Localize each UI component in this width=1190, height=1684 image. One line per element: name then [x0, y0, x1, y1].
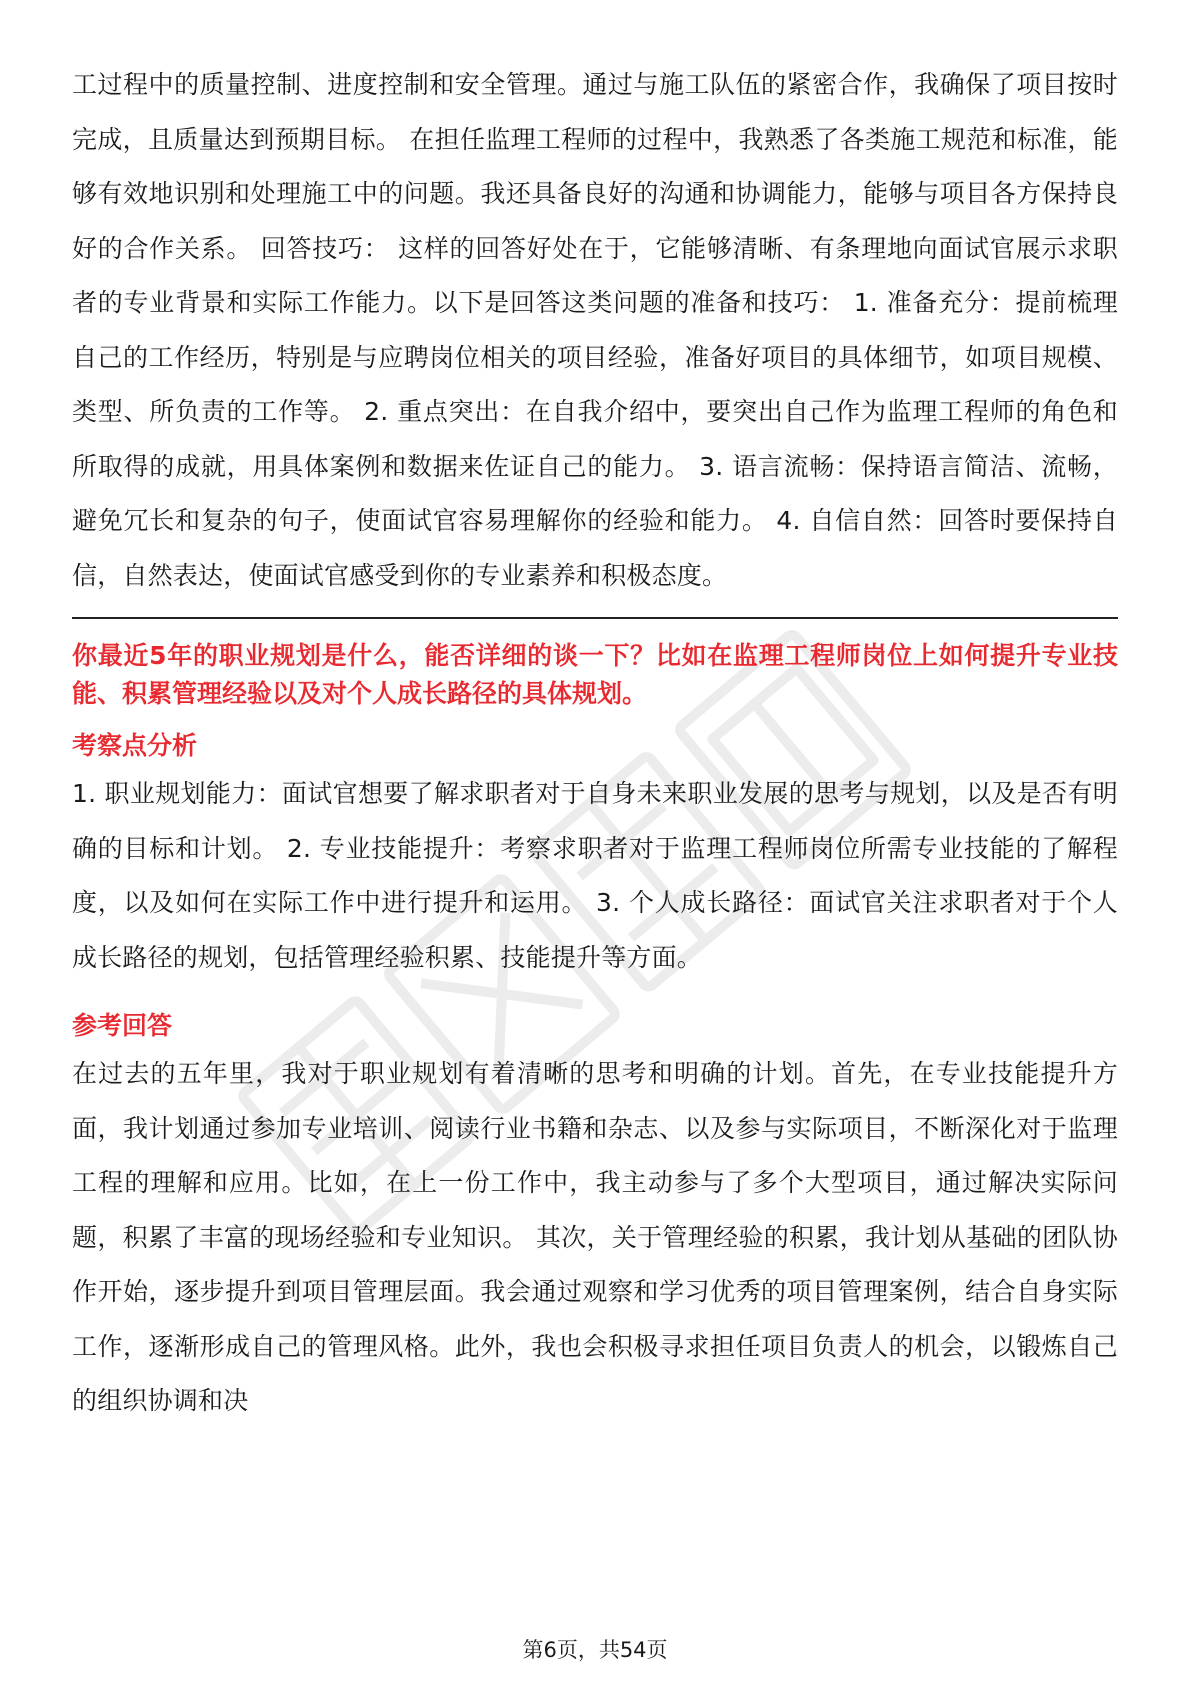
analysis-paragraph: 1. 职业规划能力：面试官想要了解求职者对于自身未来职业发展的思考与规划，以及是否有明确的目标和计划。 2. 专业技能提升：考察求职者对于监理工程师岗位所需专业技能的了解程度，以及如何在实际工作中进行提升和运用。 3. 个人成长路径：面试官关注求职者对于个人成长路径的规划，包括管理经验积累、技能提升等方面。	[72, 779, 1118, 972]
document-body	[72, 58, 1118, 1429]
section-divider	[72, 617, 1118, 619]
answer-paragraph: 在过去的五年里，我对于职业规划有着清晰的思考和明确的计划。首先，在专业技能提升方面，我计划通过参加专业培训、阅读行业书籍和杂志、以及参与实际项目，不断深化对于监理工程的理解和应用。比如，在上一份工作中，我主动参与了多个大型项目，通过解决实际问题，积累了丰富的现场经验和专业知识。 其次，关于管理经验的积累，我计划从基础的团队协作开始，逐步提升到项目管理层面。我会通过观察和学习优秀的项目管理案例，结合自身实际工作，逐渐形成自己的管理风格。此外，我也会积极寻求担任项目负责人的机会，以锻炼自己的组织协调和决	[72, 1059, 1118, 1415]
page-footer: 第6页，共54页	[522, 1638, 668, 1662]
question-title: 你最近5年的职业规划是什么，能否详细的谈一下？比如在监理工程师岗位上如何提升专业技能、积累管理经验以及对个人成长路径的具体规划。	[72, 641, 1118, 708]
intro-paragraph: 工过程中的质量控制、进度控制和安全管理。通过与施工队伍的紧密合作，我确保了项目按时完成，且质量达到预期目标。 在担任监理工程师的过程中，我熟悉了各类施工规范和标准，能够有效地识别和处理施工中的问题。我还具备良好的沟通和协调能力，能够与项目各方保持良好的合作关系。 回答技巧： 这样的回答好处在于，它能够清晰、有条理地向面试官展示求职者的专业背景和实际工作能力。以下是回答这类问题的准备和技巧： 1. 准备充分：提前梳理自己的工作经历，特别是与应聘岗位相关的项目经验，准备好项目的具体细节，如项目规模、类型、所负责的工作等。 2. 重点突出：在自我介绍中，要突出自己作为监理工程师的角色和所取得的成就，用具体案例和数据来佐证自己的能力。 3. 语言流畅：保持语言简洁、流畅，避免冗长和复杂的句子，使面试官容易理解你的经验和能力。 4. 自信自然：回答时要保持自信，自然表达，使面试官感受到你的专业素养和积极态度。	[72, 70, 1118, 590]
analysis-heading: 考察点分析	[72, 731, 198, 760]
answer-heading: 参考回答	[72, 1011, 173, 1040]
